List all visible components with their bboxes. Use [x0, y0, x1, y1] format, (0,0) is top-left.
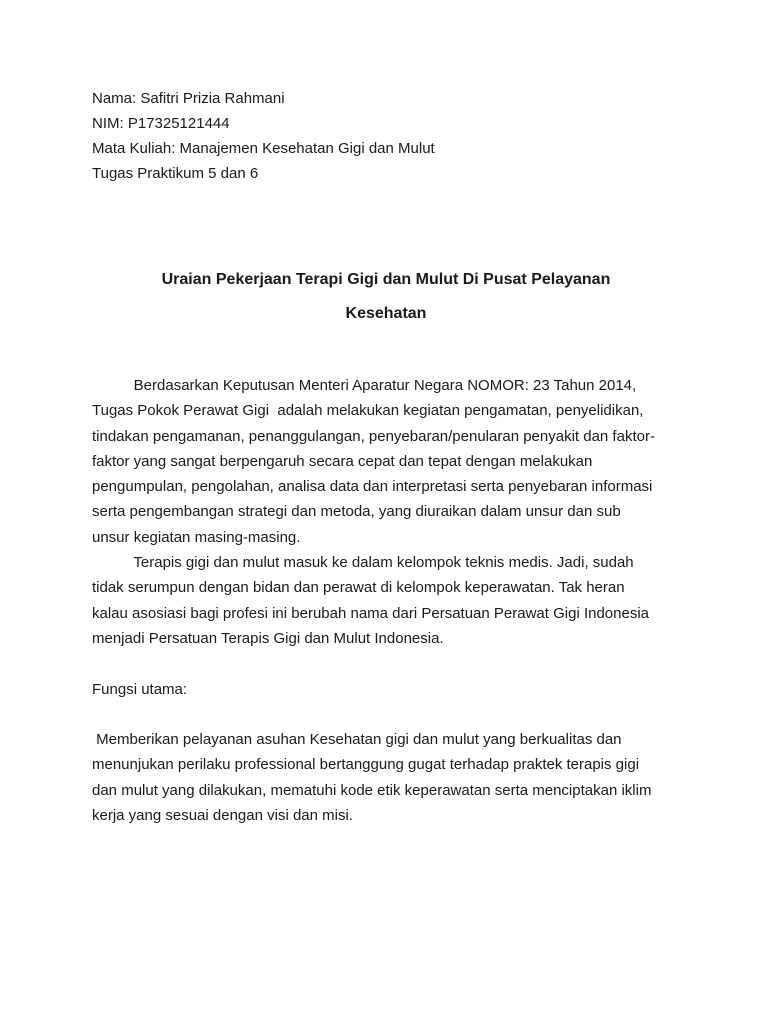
title-line: Kesehatan	[345, 305, 427, 322]
paragraph-line: Berdasarkan Keputusan Menteri Aparatur Negara NOMOR: 23 Tahun 2014,	[92, 377, 637, 394]
course-name: Mata Kuliah: Manajemen Kesehatan Gigi dan Mulut	[92, 140, 435, 157]
body-paragraphs	[92, 373, 682, 651]
paragraph-line: menjadi Persatuan Terapis Gigi dan Mulut Indonesia.	[92, 629, 444, 647]
title-line: Uraian Pekerjaan Terapi Gigi dan Mulut Di Pusat Pelayanan	[161, 271, 611, 288]
paragraph-line: kerja yang sesuai dengan visi dan misi.	[92, 806, 353, 824]
student-info	[92, 86, 692, 186]
paragraph-line: Tugas Pokok Perawat Gigi adalah melakukan kegiatan pengamatan, penyelidikan,	[92, 402, 644, 420]
paragraph-line: kalau asosiasi bagi profesi ini berubah nama dari Persatuan Perawat Gigi Indonesia	[92, 604, 649, 622]
student-name: Nama: Safitri Prizia Rahmani	[92, 90, 285, 107]
paragraph-line: serta pengembangan strategi dan metoda, yang diuraikan dalam unsur dan sub	[92, 503, 621, 521]
assignment-name: Tugas Praktikum 5 dan 6	[92, 165, 259, 182]
student-nim: NIM: P17325121444	[92, 115, 230, 132]
paragraph-line: Memberikan pelayanan asuhan Kesehatan gigi dan mulut yang berkualitas dan	[92, 731, 622, 748]
fungsi-heading	[92, 677, 682, 702]
paragraph-line: tindakan pengamanan, penanggulangan, penyebaran/penularan penyakit dan faktor-	[92, 427, 655, 445]
document-title	[92, 263, 680, 331]
paragraph-line: pengumpulan, pengolahan, analisa data dan interpretasi serta penyebaran informasi	[92, 478, 653, 496]
paragraph-line: faktor yang sangat berpengaruh secara cepat dan tepat dengan melakukan	[92, 452, 593, 470]
paragraph-line: Terapis gigi dan mulut masuk ke dalam kelompok teknis medis. Jadi, sudah	[92, 554, 634, 572]
section-heading: Fungsi utama:	[92, 681, 188, 698]
fungsi-description	[92, 727, 682, 828]
paragraph-line: menunjukan perilaku professional bertanggung gugat terhadap praktek terapis gigi	[92, 756, 640, 774]
paragraph-line: dan mulut yang dilakukan, mematuhi kode etik keperawatan serta menciptakan iklim	[92, 781, 652, 799]
paragraph-line: unsur kegiatan masing-masing.	[92, 528, 301, 546]
paragraph-line: tidak serumpun dengan bidan dan perawat di kelompok keperawatan. Tak heran	[92, 579, 625, 597]
